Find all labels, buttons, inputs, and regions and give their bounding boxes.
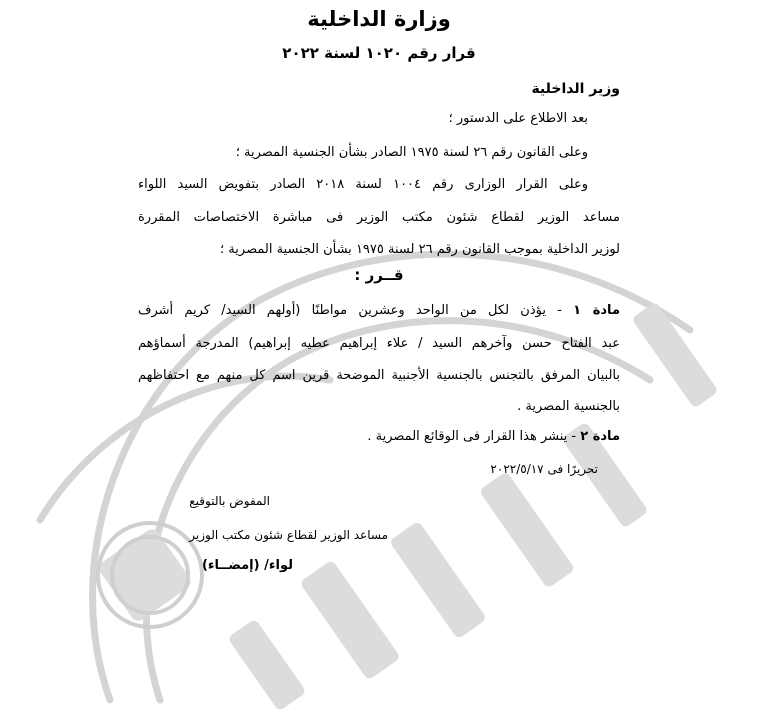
article-1-line-1 (138, 302, 620, 320)
preamble-3-line-3: لوزير الداخلية بموجب القانون رقم ٢٦ لسنة ١٩٧٥ بشأن الجنسية المصرية ؛ (220, 242, 620, 257)
article-1-line-2: عبد الفتاح حسن وآخرهم السيد / علاء إبراهيم عطيه إبراهيم) المدرجة أسماؤهم (138, 336, 620, 351)
signatory-rank-signature: لواء/ (إمضــاء) (201, 558, 293, 573)
decree-title: قرار رقم ١٠٢٠ لسنة ٢٠٢٢ (282, 44, 476, 62)
article-2 (367, 428, 620, 446)
signatory-position: مساعد الوزير لقطاع شئون مكتب الوزير (189, 528, 388, 542)
article-2-text: - ينشر هذا القرار فى الوقائع المصرية . (367, 429, 581, 444)
article-1-text: - يؤذن لكل من الواحد وعشرين مواطنًا (أولهم السيد/ كريم أشرف (138, 303, 574, 318)
article-2-label: مادة ٢ (580, 429, 620, 444)
issuer-heading: وزير الداخلية (531, 81, 620, 97)
preamble-1: بعد الاطلاع على الدستور ؛ (448, 111, 588, 126)
article-1-line-4: بالجنسية المصرية . (517, 399, 620, 414)
decided-heading: قــرر : (354, 266, 404, 284)
article-1-label: مادة ١ (573, 303, 620, 318)
preamble-3-line-1: وعلى القرار الوزارى رقم ١٠٠٤ لسنة ٢٠١٨ الصادر بتفويض السيد اللواء (138, 177, 588, 192)
preamble-3-line-2: مساعد الوزير لقطاع شئون مكتب الوزير فى مباشرة الاختصاصات المقررة (138, 210, 620, 225)
delegated-signatory: المفوض بالتوقيع (189, 494, 270, 508)
ministry-title: وزارة الداخلية (307, 7, 451, 31)
issue-date: تحريرًا فى ٢٠٢٢/٥/١٧ (490, 462, 598, 476)
preamble-2: وعلى القانون رقم ٢٦ لسنة ١٩٧٥ الصادر بشأن الجنسية المصرية ؛ (235, 145, 588, 160)
article-1-line-3: بالبيان المرفق بالتجنس بالجنسية الأجنبية الموضحة قرين اسم كل منهم مع احتفاظهم (138, 368, 620, 383)
